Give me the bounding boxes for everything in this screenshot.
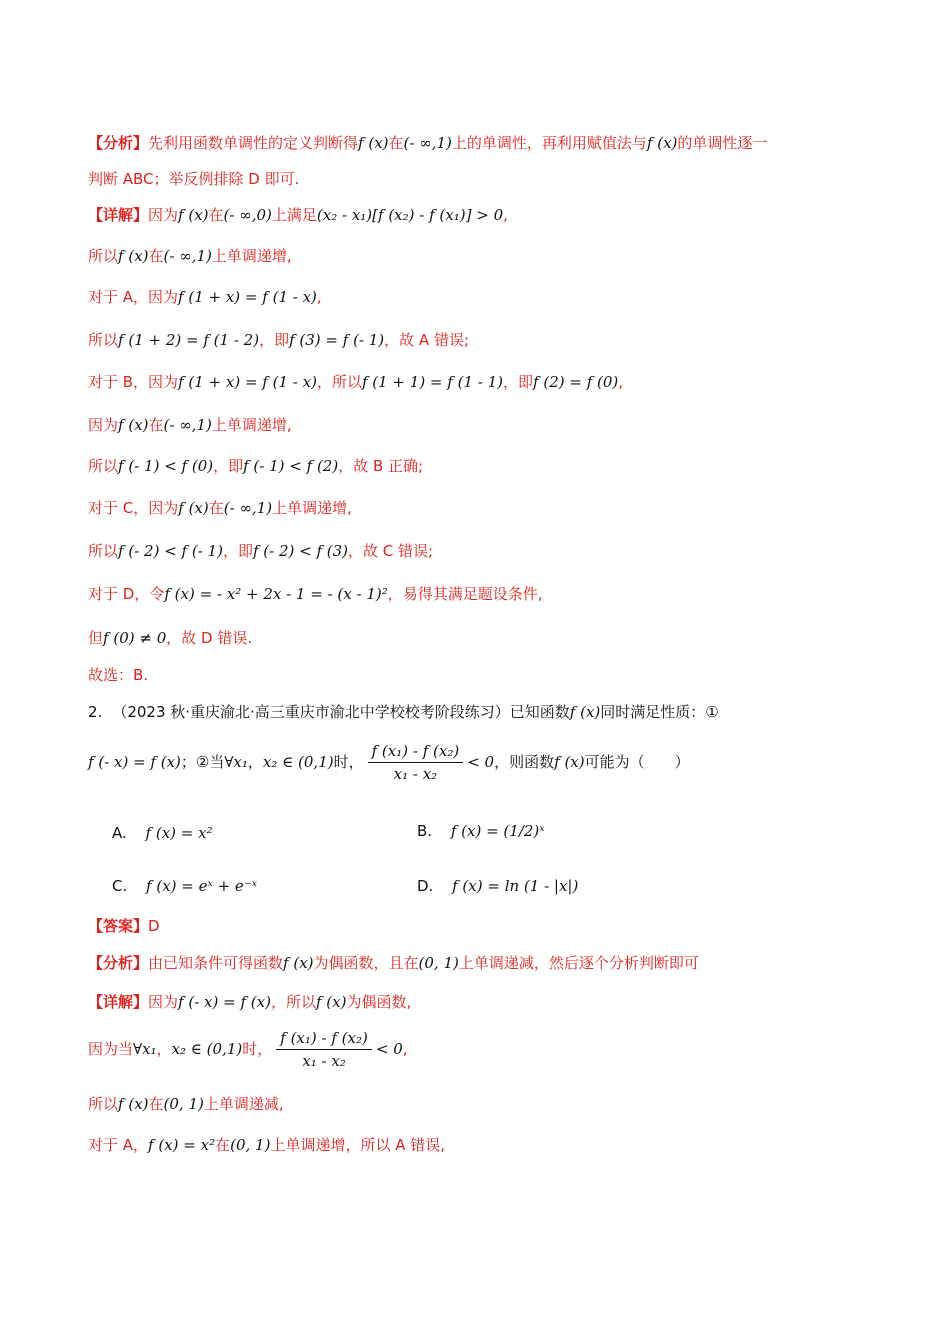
text: ，故 B 正确; [338, 457, 424, 475]
text: 对于 B，因为 [88, 373, 179, 391]
text: 所以 [88, 247, 119, 265]
text: 在 [388, 134, 404, 152]
text: 上单调递增, [211, 416, 292, 434]
math-expr: f (- 1) < f (0) [118, 457, 214, 475]
detail-line [88, 245, 292, 267]
text: ， [247, 753, 263, 771]
text: ，故 C 错误; [348, 542, 434, 560]
detail-line [88, 371, 623, 393]
text: 所以 [88, 457, 119, 475]
detail-tag: 【详解】 [88, 206, 149, 224]
option-label: D. [417, 877, 434, 895]
math-expr: f (x) = x² [148, 1136, 216, 1154]
text: 在 [148, 247, 164, 265]
text: 上的单调性，再利用赋值法与 [451, 134, 647, 152]
math-expr: f (x) [315, 993, 347, 1011]
text: 上单调递减，然后逐个分析判断即可 [458, 954, 699, 972]
math-expr: f (x) [178, 206, 209, 224]
question-source: （2023 秋·重庆渝北·高三重庆市渝北中学校校考阶段练习）已知函数 [112, 703, 570, 721]
text: , [503, 206, 508, 224]
detail-2-line-2 [88, 1024, 408, 1074]
text: ，所以 [316, 373, 362, 391]
detail-line-1 [88, 204, 508, 226]
fraction-numerator: f (x₁) - f (x₂) [368, 742, 464, 763]
math-expr: f (x) [569, 703, 601, 721]
math-expr: (- ∞,1) [163, 416, 212, 434]
option-expr: f (x) = x² [145, 824, 213, 842]
detail-line [88, 583, 543, 605]
math-expr: f (x) [118, 247, 149, 265]
text: 在 [148, 416, 164, 434]
answer-value: D [148, 917, 160, 935]
fraction-denominator: x₁ - x₂ [302, 1052, 346, 1070]
text: 为偶函数, [346, 993, 412, 1011]
math-expr: f (- 1) < f (2) [243, 457, 339, 475]
math-expr: f (x) [358, 134, 389, 152]
text: ；②当 [180, 753, 225, 771]
text: 时， [333, 753, 364, 771]
text: ，即 [213, 457, 244, 475]
detail-line [88, 329, 469, 351]
text: 所以 [88, 542, 119, 560]
question-2-line-1 [88, 701, 719, 723]
fraction [276, 1029, 372, 1070]
detail-2-line-3 [88, 1093, 284, 1115]
analysis-2-line [88, 952, 699, 974]
text: ，即 [259, 331, 290, 349]
text: ，故 A 错误; [384, 331, 470, 349]
text: 在 [208, 499, 224, 517]
detail-line [88, 286, 322, 308]
analysis-line-1 [88, 132, 767, 154]
text: 上单调递增, [211, 247, 292, 265]
text: ，则函数 [494, 753, 555, 771]
text: , [402, 1040, 408, 1058]
math-expr: < 0 [375, 1040, 403, 1058]
option-c [112, 875, 257, 897]
math-expr: f (1 + x) = f (1 - x) [178, 288, 317, 306]
text: 因为 [148, 206, 179, 224]
text: 对于 A，因为 [88, 288, 179, 306]
text: 为偶函数，且在 [313, 954, 419, 972]
math-expr: ∀x₁ [224, 753, 248, 771]
text: 上单调递减, [203, 1095, 284, 1113]
detail-line [88, 414, 292, 436]
text: 先利用函数单调性的定义判断得 [148, 134, 359, 152]
text: ，即 [222, 542, 253, 560]
detail-2-line-1 [88, 991, 411, 1013]
answer-tag: 【答案】 [88, 917, 149, 935]
math-expr: < 0 [467, 753, 495, 771]
option-label: A. [112, 824, 127, 842]
math-expr: (- ∞,1) [403, 134, 452, 152]
text: 的单调性逐一 [677, 134, 768, 152]
math-expr: f (x) = - x² + 2x - 1 = - (x - 1)² [164, 585, 388, 603]
text: , [316, 288, 322, 306]
math-expr: (- ∞,0) [223, 206, 272, 224]
text: ，易得其满足题设条件, [387, 585, 543, 603]
analysis-tag: 【分析】 [88, 954, 149, 972]
text: 可能为（ ） [584, 753, 690, 771]
math-expr: (- ∞,1) [223, 499, 273, 517]
text: 在 [208, 206, 224, 224]
text: 所以 [88, 331, 119, 349]
math-expr: f (1 + 1) = f (1 - 1) [361, 373, 503, 391]
math-expr: f (- x) = f (x) [88, 753, 181, 771]
answer-line [88, 915, 160, 937]
math-expr: f (0) ≠ 0 [103, 629, 167, 647]
text: 在 [148, 1095, 164, 1113]
text: 上单调递增，所以 A 错误, [270, 1136, 446, 1154]
text: , [618, 373, 624, 391]
math-expr: f (x) [118, 1095, 149, 1113]
text: 同时满足性质：① [600, 703, 719, 721]
detail-2-line-4 [88, 1134, 445, 1156]
option-d [417, 875, 578, 897]
math-expr: f (2) = f (0) [533, 373, 619, 391]
math-expr: f (x) [646, 134, 678, 152]
detail-line [88, 540, 433, 562]
math-expr: (0, 1) [230, 1136, 271, 1154]
question-2-line-2 [88, 736, 690, 788]
text: 因为 [88, 416, 119, 434]
text: 上单调递增, [272, 499, 352, 517]
text: ，即 [503, 373, 534, 391]
text: 对于 D，令 [88, 585, 165, 603]
math-expr: (x₂ - x₁)[f (x₂) - f (x₁)] > 0 [316, 206, 504, 224]
analysis-tag: 【分析】 [88, 134, 149, 152]
math-expr: f (1 + x) = f (1 - x) [178, 373, 317, 391]
option-expr: f (x) = ln (1 - |x|) [452, 877, 579, 895]
option-label: B. [417, 822, 433, 840]
analysis-line-2: 判断 ABC；举反例排除 D 即可. [88, 170, 300, 188]
detail-line [88, 627, 252, 649]
text: 上满足 [271, 206, 317, 224]
math-expr: (0, 1) [418, 954, 459, 972]
math-expr: f (1 + 2) = f (1 - 2) [118, 331, 260, 349]
detail-line [88, 497, 352, 519]
text: 时， [242, 1040, 273, 1058]
fraction [368, 742, 464, 783]
text: ，故 D 错误. [166, 629, 253, 647]
math-expr: x₂ ∈ (0,1) [171, 1040, 243, 1058]
text: 由已知条件可得函数 [148, 954, 284, 972]
math-expr: f (3) = f (- 1) [289, 331, 385, 349]
option-a [112, 822, 213, 844]
fraction-denominator: x₁ - x₂ [393, 765, 438, 783]
fraction-numerator: f (x₁) - f (x₂) [276, 1029, 372, 1050]
math-expr: f (x) [554, 753, 585, 771]
option-expr: f (x) = (1/2)ˣ [450, 822, 545, 840]
detail-tag: 【详解】 [88, 993, 149, 1011]
math-expr: f (x) [178, 499, 209, 517]
text: ， [156, 1040, 172, 1058]
option-label: C. [112, 877, 128, 895]
math-expr: ∀x₁ [133, 1040, 157, 1058]
text: 在 [215, 1136, 231, 1154]
text: 对于 C，因为 [88, 499, 179, 517]
math-expr: f (x) [118, 416, 149, 434]
option-b [417, 820, 545, 842]
text: 因为当 [88, 1040, 134, 1058]
text: 对于 A， [88, 1136, 149, 1154]
question-number: 2. [88, 703, 103, 721]
detail-line [88, 455, 423, 477]
math-expr: f (x) [283, 954, 314, 972]
math-expr: f (- 2) < f (- 1) [118, 542, 223, 560]
math-expr: f (- 2) < f (3) [252, 542, 349, 560]
math-expr: (0, 1) [163, 1095, 204, 1113]
final-answer-line: 故选：B. [88, 666, 149, 684]
math-expr: f (- x) = f (x) [178, 993, 271, 1011]
text: 因为 [148, 993, 179, 1011]
text: 所以 [88, 1095, 119, 1113]
text: ，所以 [270, 993, 316, 1011]
math-expr: (- ∞,1) [163, 247, 212, 265]
option-expr: f (x) = eˣ + e⁻ˣ [146, 877, 258, 895]
math-expr: x₂ ∈ (0,1) [262, 753, 334, 771]
text: 但 [88, 629, 104, 647]
